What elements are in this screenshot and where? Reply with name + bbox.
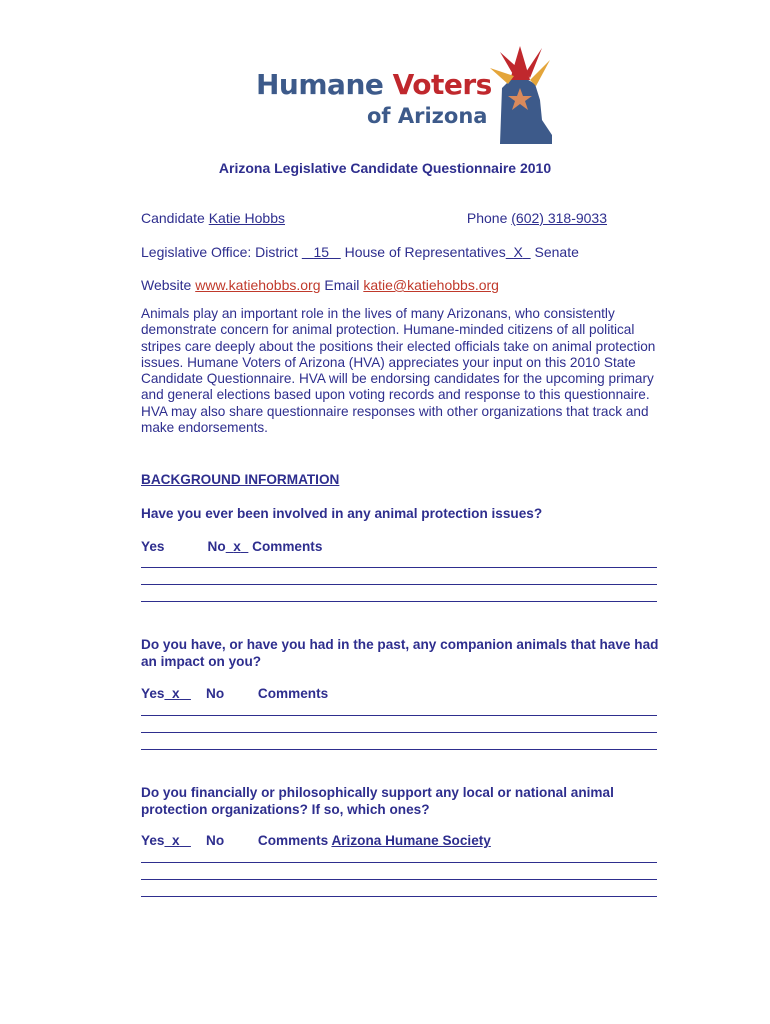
answer-1: Yes No x Comments	[141, 539, 323, 554]
arizona-flag-cat-icon	[480, 40, 555, 144]
comment-line	[141, 601, 657, 602]
email-link[interactable]: katie@katiehobbs.org	[363, 277, 499, 293]
section-heading: BACKGROUND INFORMATION	[141, 472, 340, 487]
comment-line	[141, 584, 657, 585]
office-line: Legislative Office: District 15 House of Representatives X Senate	[141, 244, 579, 260]
logo-subtitle: of Arizona	[367, 104, 488, 128]
document-title: Arizona Legislative Candidate Questionnaire 2010	[218, 160, 552, 176]
website-link[interactable]: www.katiehobbs.org	[195, 277, 321, 293]
candidate-phone: (602) 318-9033	[511, 210, 608, 226]
comment-line	[141, 732, 657, 733]
contact-line: Website www.katiehobbs.org Email katie@katiehobbs.org	[141, 277, 499, 293]
comment-answer: Arizona Humane Society	[331, 833, 491, 848]
question-2: Do you have, or have you had in the past, any companion animals that have had an impact on you?	[141, 637, 659, 669]
answer-2: Yes x No Comments	[141, 686, 329, 701]
logo-title: Humane Voters	[256, 68, 492, 101]
hva-logo	[250, 40, 550, 150]
district-number: 15	[313, 244, 330, 260]
comment-line	[141, 896, 657, 897]
intro-paragraph: Animals play an important role in the lives of many Arizonans, who consistently demonstrate concern for animal protection. Humane-minded citizens of all political stripes care deeply about the positions their elected officials take on animal protection issues. Humane Voters of Arizona (HVA) appreciates your input on this 2010 State Candidate Questionnaire. HVA will be endorsing candidates for the upcoming primary and general elections based upon voting records and response to this questionnaire. HVA may also share questionnaire responses with other organizations that track and make endorsements.	[141, 306, 656, 436]
house-mark: X	[513, 244, 523, 260]
comment-line	[141, 749, 657, 750]
comment-line	[141, 862, 657, 863]
comment-line	[141, 879, 657, 880]
comment-line	[141, 567, 657, 568]
candidate-line: Candidate Katie Hobbs Phone (602) 318-9033	[141, 210, 643, 226]
answer-3: Yes x No Comments Arizona Humane Society	[141, 832, 661, 849]
question-3: Do you financially or philosophically support any local or national animal protection organizations? If so, which ones?	[141, 785, 614, 817]
comment-line	[141, 715, 657, 716]
candidate-name: Katie Hobbs	[208, 210, 285, 226]
question-1: Have you ever been involved in any animal protection issues?	[141, 506, 543, 521]
